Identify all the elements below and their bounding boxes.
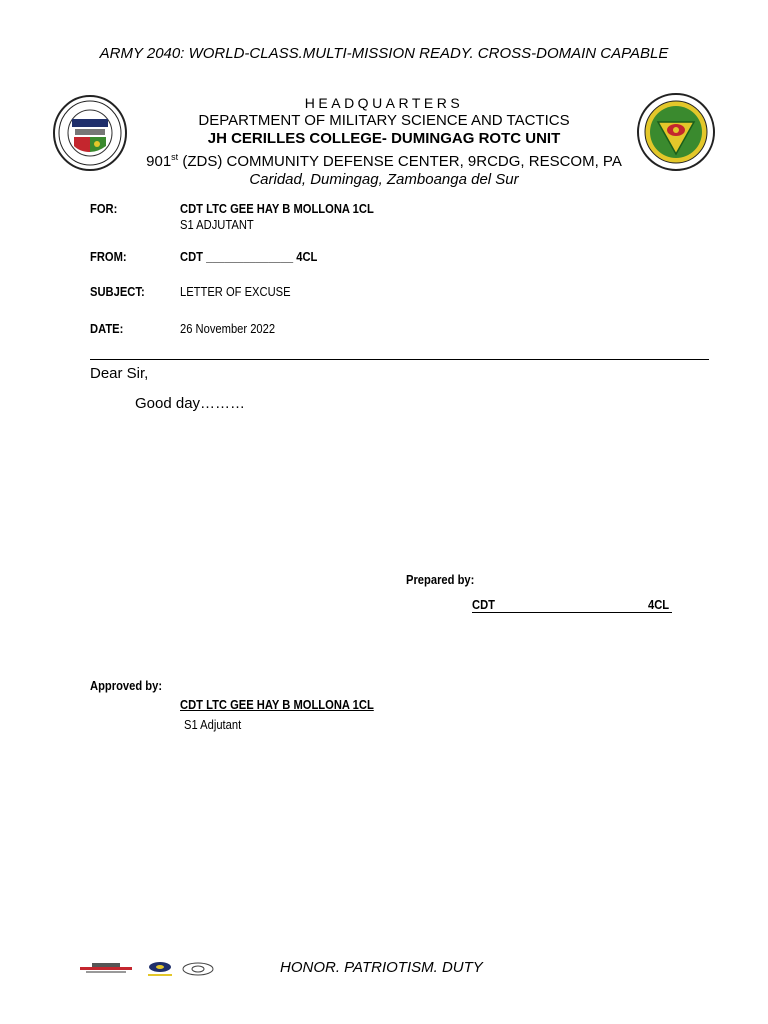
from-label: FROM:: [90, 249, 127, 264]
address: Caridad, Dumingag, Zamboanga del Sur: [249, 171, 519, 188]
department-name: DEPARTMENT OF MILITARY SCIENCE AND TACTICS: [198, 112, 570, 129]
approved-position: S1 Adjutant: [184, 717, 242, 732]
defense-center-suffix: st: [171, 152, 179, 162]
college-name: JH CERILLES COLLEGE- DUMINGAG ROTC UNIT: [207, 130, 561, 147]
for-position: S1 ADJUTANT: [180, 217, 254, 232]
date-value: 26 November 2022: [180, 321, 276, 336]
date-label: DATE:: [90, 321, 124, 336]
prepared-cdt: CDT: [472, 597, 495, 612]
approved-name: CDT LTC GEE HAY B MOLLONA 1CL: [180, 697, 374, 712]
prepared-class: 4CL: [648, 597, 670, 612]
defense-center-line: [130, 148, 638, 171]
letterhead: [130, 94, 638, 189]
right-seal-icon: [636, 92, 716, 172]
subject-label: SUBJECT:: [90, 284, 145, 299]
salutation: Dear Sir,: [90, 365, 149, 382]
footer-logos-icon: [78, 958, 218, 980]
prepared-by-label: Prepared by:: [406, 572, 475, 587]
subject-value: LETTER OF EXCUSE: [180, 284, 291, 299]
top-motto: ARMY 2040: WORLD-CLASS.MULTI-MISSION READY. CROSS-DOMAIN CAPABLE: [99, 45, 669, 62]
bottom-motto: HONOR. PATRIOTISM. DUTY: [280, 959, 483, 976]
prepared-by-signature-line: [472, 597, 672, 613]
approved-by-label: Approved by:: [90, 678, 163, 693]
defense-center-number: 901: [146, 153, 172, 170]
from-value: CDT ______________ 4CL: [180, 249, 318, 264]
headquarters-title: HEADQUARTERS: [304, 95, 464, 111]
for-label: FOR:: [90, 201, 118, 216]
greeting: Good day………: [135, 395, 246, 412]
defense-center-name: (ZDS) COMMUNITY DEFENSE CENTER, 9RCDG, RESCOM, PA: [178, 153, 622, 170]
for-name: CDT LTC GEE HAY B MOLLONA 1CL: [180, 201, 374, 216]
divider-line: [90, 359, 709, 360]
left-seal-icon: [52, 94, 128, 172]
